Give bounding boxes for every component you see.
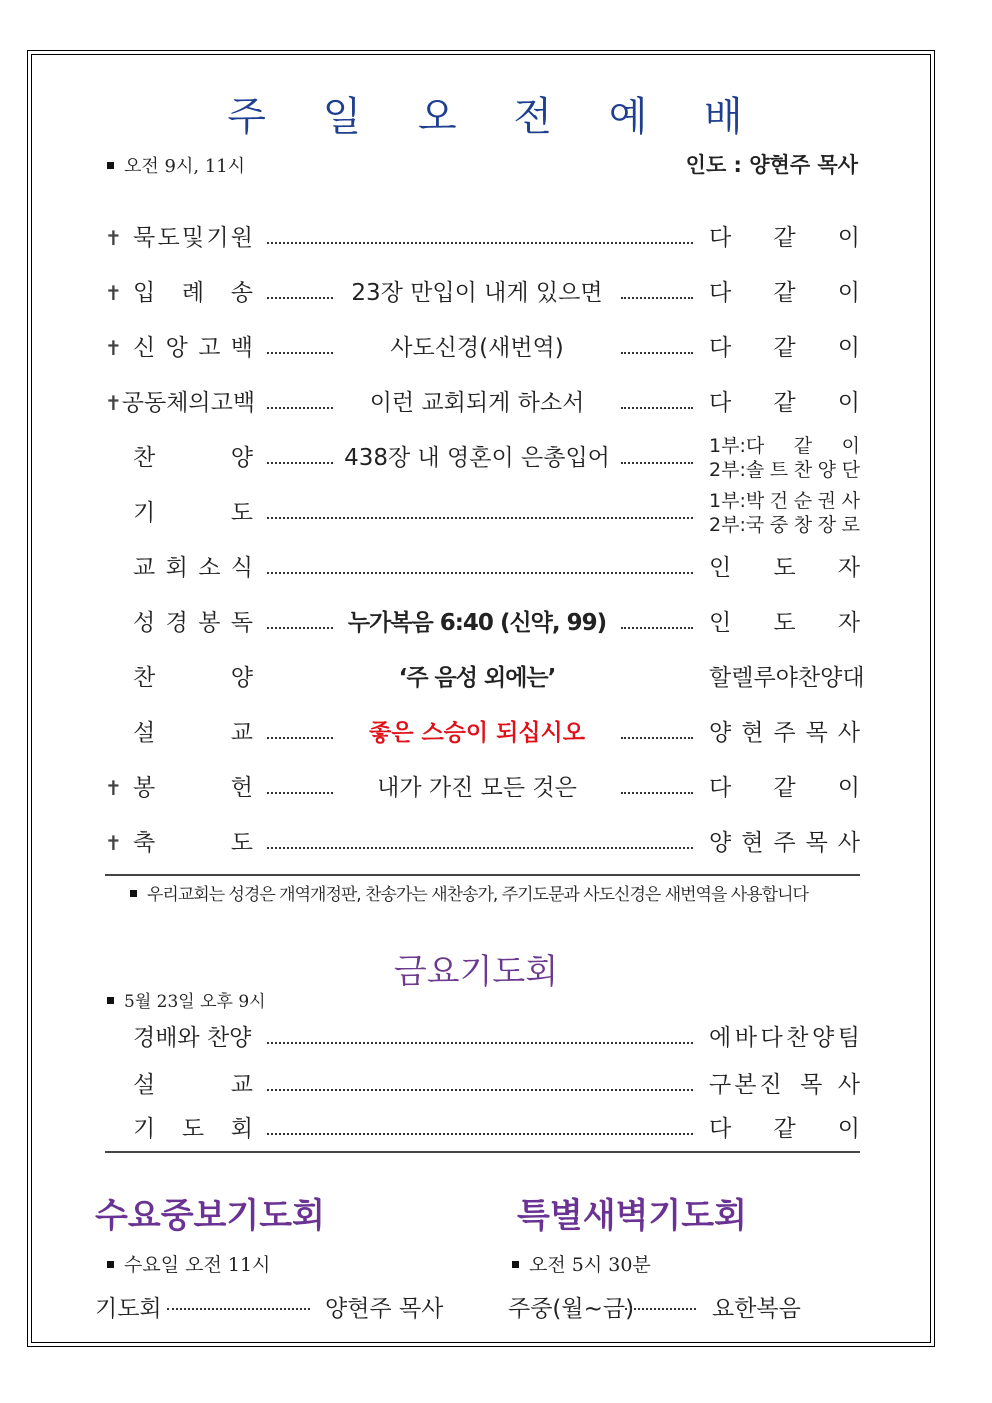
cross-icon: ✝ bbox=[105, 831, 122, 855]
cross-icon: ✝ bbox=[105, 336, 122, 360]
wednesday-prayer-title: 수요중보기도회 bbox=[95, 1196, 325, 1236]
wednesday-leader: 양현주 목사 bbox=[325, 1296, 444, 1322]
dot-leader bbox=[267, 212, 693, 244]
dot-leader bbox=[267, 817, 693, 849]
cross-icon: ✝ bbox=[105, 391, 122, 415]
service-leader: 인도 : 양현주 목사 bbox=[685, 153, 858, 177]
order-row bbox=[105, 1065, 860, 1105]
cross-icon: ✝ bbox=[105, 776, 122, 800]
order-assignee: 다 같 이 bbox=[709, 335, 860, 361]
sunday-service-title: 주 일 오 전 예 배 bbox=[227, 94, 765, 140]
order-row bbox=[105, 218, 860, 258]
order-row bbox=[105, 328, 860, 368]
dot-leader bbox=[267, 1059, 693, 1091]
wednesday-prayer-time: 수요일 오전 11시 bbox=[107, 1253, 270, 1277]
order-label: 설 교 bbox=[133, 720, 253, 746]
order-label: ✝ 묵 도 및 기 원 bbox=[105, 222, 253, 254]
dot-leader bbox=[267, 542, 693, 574]
order-label: ✝ 봉 헌 bbox=[105, 772, 253, 804]
order-row bbox=[105, 713, 860, 753]
order-detail: 사도신경(새번역) bbox=[390, 335, 564, 361]
order-label: 성 경 봉 독 bbox=[133, 610, 253, 636]
dot-leader bbox=[621, 597, 693, 629]
assignee-line: 2부: 솔 트 찬 양 단 bbox=[709, 459, 860, 481]
order-assignee: 할 렐 루 야 찬 양 대 bbox=[709, 665, 865, 691]
order-detail: 이런 교회되게 하소서 bbox=[369, 390, 585, 416]
dot-leader bbox=[621, 707, 693, 739]
dot-leader bbox=[167, 1308, 310, 1310]
dot-leader bbox=[267, 597, 333, 629]
divider bbox=[105, 1151, 860, 1153]
order-assignee: 양 현 주 목 사 bbox=[709, 830, 860, 856]
order-row bbox=[105, 1018, 860, 1058]
order-label: ✝ 축 도 bbox=[105, 827, 253, 859]
order-assignee bbox=[709, 489, 860, 537]
order-row bbox=[105, 273, 860, 313]
order-assignee: 다 같 이 bbox=[709, 225, 860, 251]
order-detail: 누가복음 6:40 (신약, 99) bbox=[347, 610, 607, 636]
order-assignee: 양 현 주 목 사 bbox=[709, 720, 860, 746]
dot-leader bbox=[267, 377, 333, 409]
order-assignee bbox=[709, 434, 860, 482]
order-assignee: 에 바 다 찬 양 팀 bbox=[709, 1025, 860, 1051]
order-row bbox=[105, 548, 860, 588]
order-label: ✝ 입 례 송 bbox=[105, 277, 253, 309]
assignee-line: 1부: 다 같 이 bbox=[709, 435, 860, 457]
order-label: 경배와 찬양 bbox=[133, 1025, 252, 1051]
dot-leader bbox=[267, 267, 333, 299]
wednesday-label: 기도회 bbox=[95, 1296, 162, 1322]
dot-leader bbox=[621, 432, 693, 464]
sunday-service-time: 오전 9시, 11시 bbox=[107, 155, 245, 179]
assignee-line: 1부: 박 건 순 권 사 bbox=[709, 490, 860, 512]
order-assignee: 인 도 자 bbox=[709, 610, 860, 636]
order-detail: 좋은 스승이 되십시오 bbox=[369, 720, 585, 746]
dawn-label: 주중(월~금) bbox=[508, 1296, 635, 1322]
order-detail: 23장 만입이 내게 있으면 bbox=[351, 280, 603, 306]
order-label: ✝ 신 앙 고 백 bbox=[105, 332, 253, 364]
cross-icon: ✝ bbox=[105, 281, 122, 305]
square-bullet-icon bbox=[130, 890, 137, 897]
dot-leader bbox=[267, 1012, 693, 1044]
dawn-prayer-title: 특별새벽기도회 bbox=[517, 1196, 747, 1236]
dot-leader bbox=[621, 377, 693, 409]
square-bullet-icon bbox=[107, 162, 114, 169]
square-bullet-icon bbox=[107, 997, 114, 1004]
dot-leader bbox=[621, 267, 693, 299]
order-assignee: 다 같 이 bbox=[709, 390, 860, 416]
order-assignee: 다 같 이 bbox=[709, 280, 860, 306]
dot-leader bbox=[267, 1103, 693, 1135]
order-label: 찬 양 bbox=[133, 445, 253, 471]
order-row bbox=[105, 383, 860, 423]
order-row bbox=[105, 490, 860, 536]
dot-leader bbox=[267, 762, 333, 794]
dot-leader bbox=[267, 707, 333, 739]
order-detail: 438장 내 영혼이 은총입어 bbox=[344, 445, 610, 471]
order-row bbox=[105, 768, 860, 808]
order-label: 찬 양 bbox=[133, 665, 253, 691]
dot-leader bbox=[621, 322, 693, 354]
order-row bbox=[105, 603, 860, 643]
order-label: 기 도 회 bbox=[133, 1116, 253, 1142]
friday-prayer-title: 금요기도회 bbox=[393, 952, 559, 992]
dot-leader bbox=[621, 762, 693, 794]
order-row bbox=[105, 1109, 860, 1149]
order-row bbox=[105, 435, 860, 481]
order-detail: ‘주 음성 외에는’ bbox=[398, 665, 556, 691]
dawn-scripture: 요한복음 bbox=[712, 1296, 801, 1322]
order-detail: 내가 가진 모든 것은 bbox=[377, 775, 577, 801]
dot-leader bbox=[267, 432, 333, 464]
order-assignee: 인 도 자 bbox=[709, 555, 860, 581]
dot-leader bbox=[625, 1308, 696, 1310]
order-assignee: 다 같 이 bbox=[709, 775, 860, 801]
order-label: ✝ 공 동 체 의 고 백 bbox=[105, 387, 253, 419]
dot-leader bbox=[267, 487, 693, 519]
dot-leader bbox=[267, 322, 333, 354]
square-bullet-icon bbox=[107, 1261, 114, 1268]
friday-prayer-time: 5월 23일 오후 9시 bbox=[107, 990, 266, 1014]
square-bullet-icon bbox=[512, 1261, 519, 1268]
order-label: 교 회 소 식 bbox=[133, 555, 253, 581]
divider bbox=[105, 874, 860, 876]
usage-note: 우리교회는 성경은 개역개정판, 찬송가는 새찬송가, 주기도문과 사도신경은 새번역을 사용합니다 bbox=[130, 883, 808, 907]
cross-icon: ✝ bbox=[105, 226, 122, 250]
order-row bbox=[105, 823, 860, 863]
dawn-prayer-time: 오전 5시 30분 bbox=[512, 1253, 651, 1277]
assignee-line: 2부: 국 중 창 장 로 bbox=[709, 514, 860, 536]
order-row bbox=[105, 658, 865, 698]
order-label: 설 교 bbox=[133, 1072, 253, 1098]
order-assignee: 다 같 이 bbox=[709, 1116, 860, 1142]
order-label: 기 도 bbox=[133, 500, 253, 526]
order-assignee: 구본진 목 사 bbox=[709, 1072, 860, 1098]
